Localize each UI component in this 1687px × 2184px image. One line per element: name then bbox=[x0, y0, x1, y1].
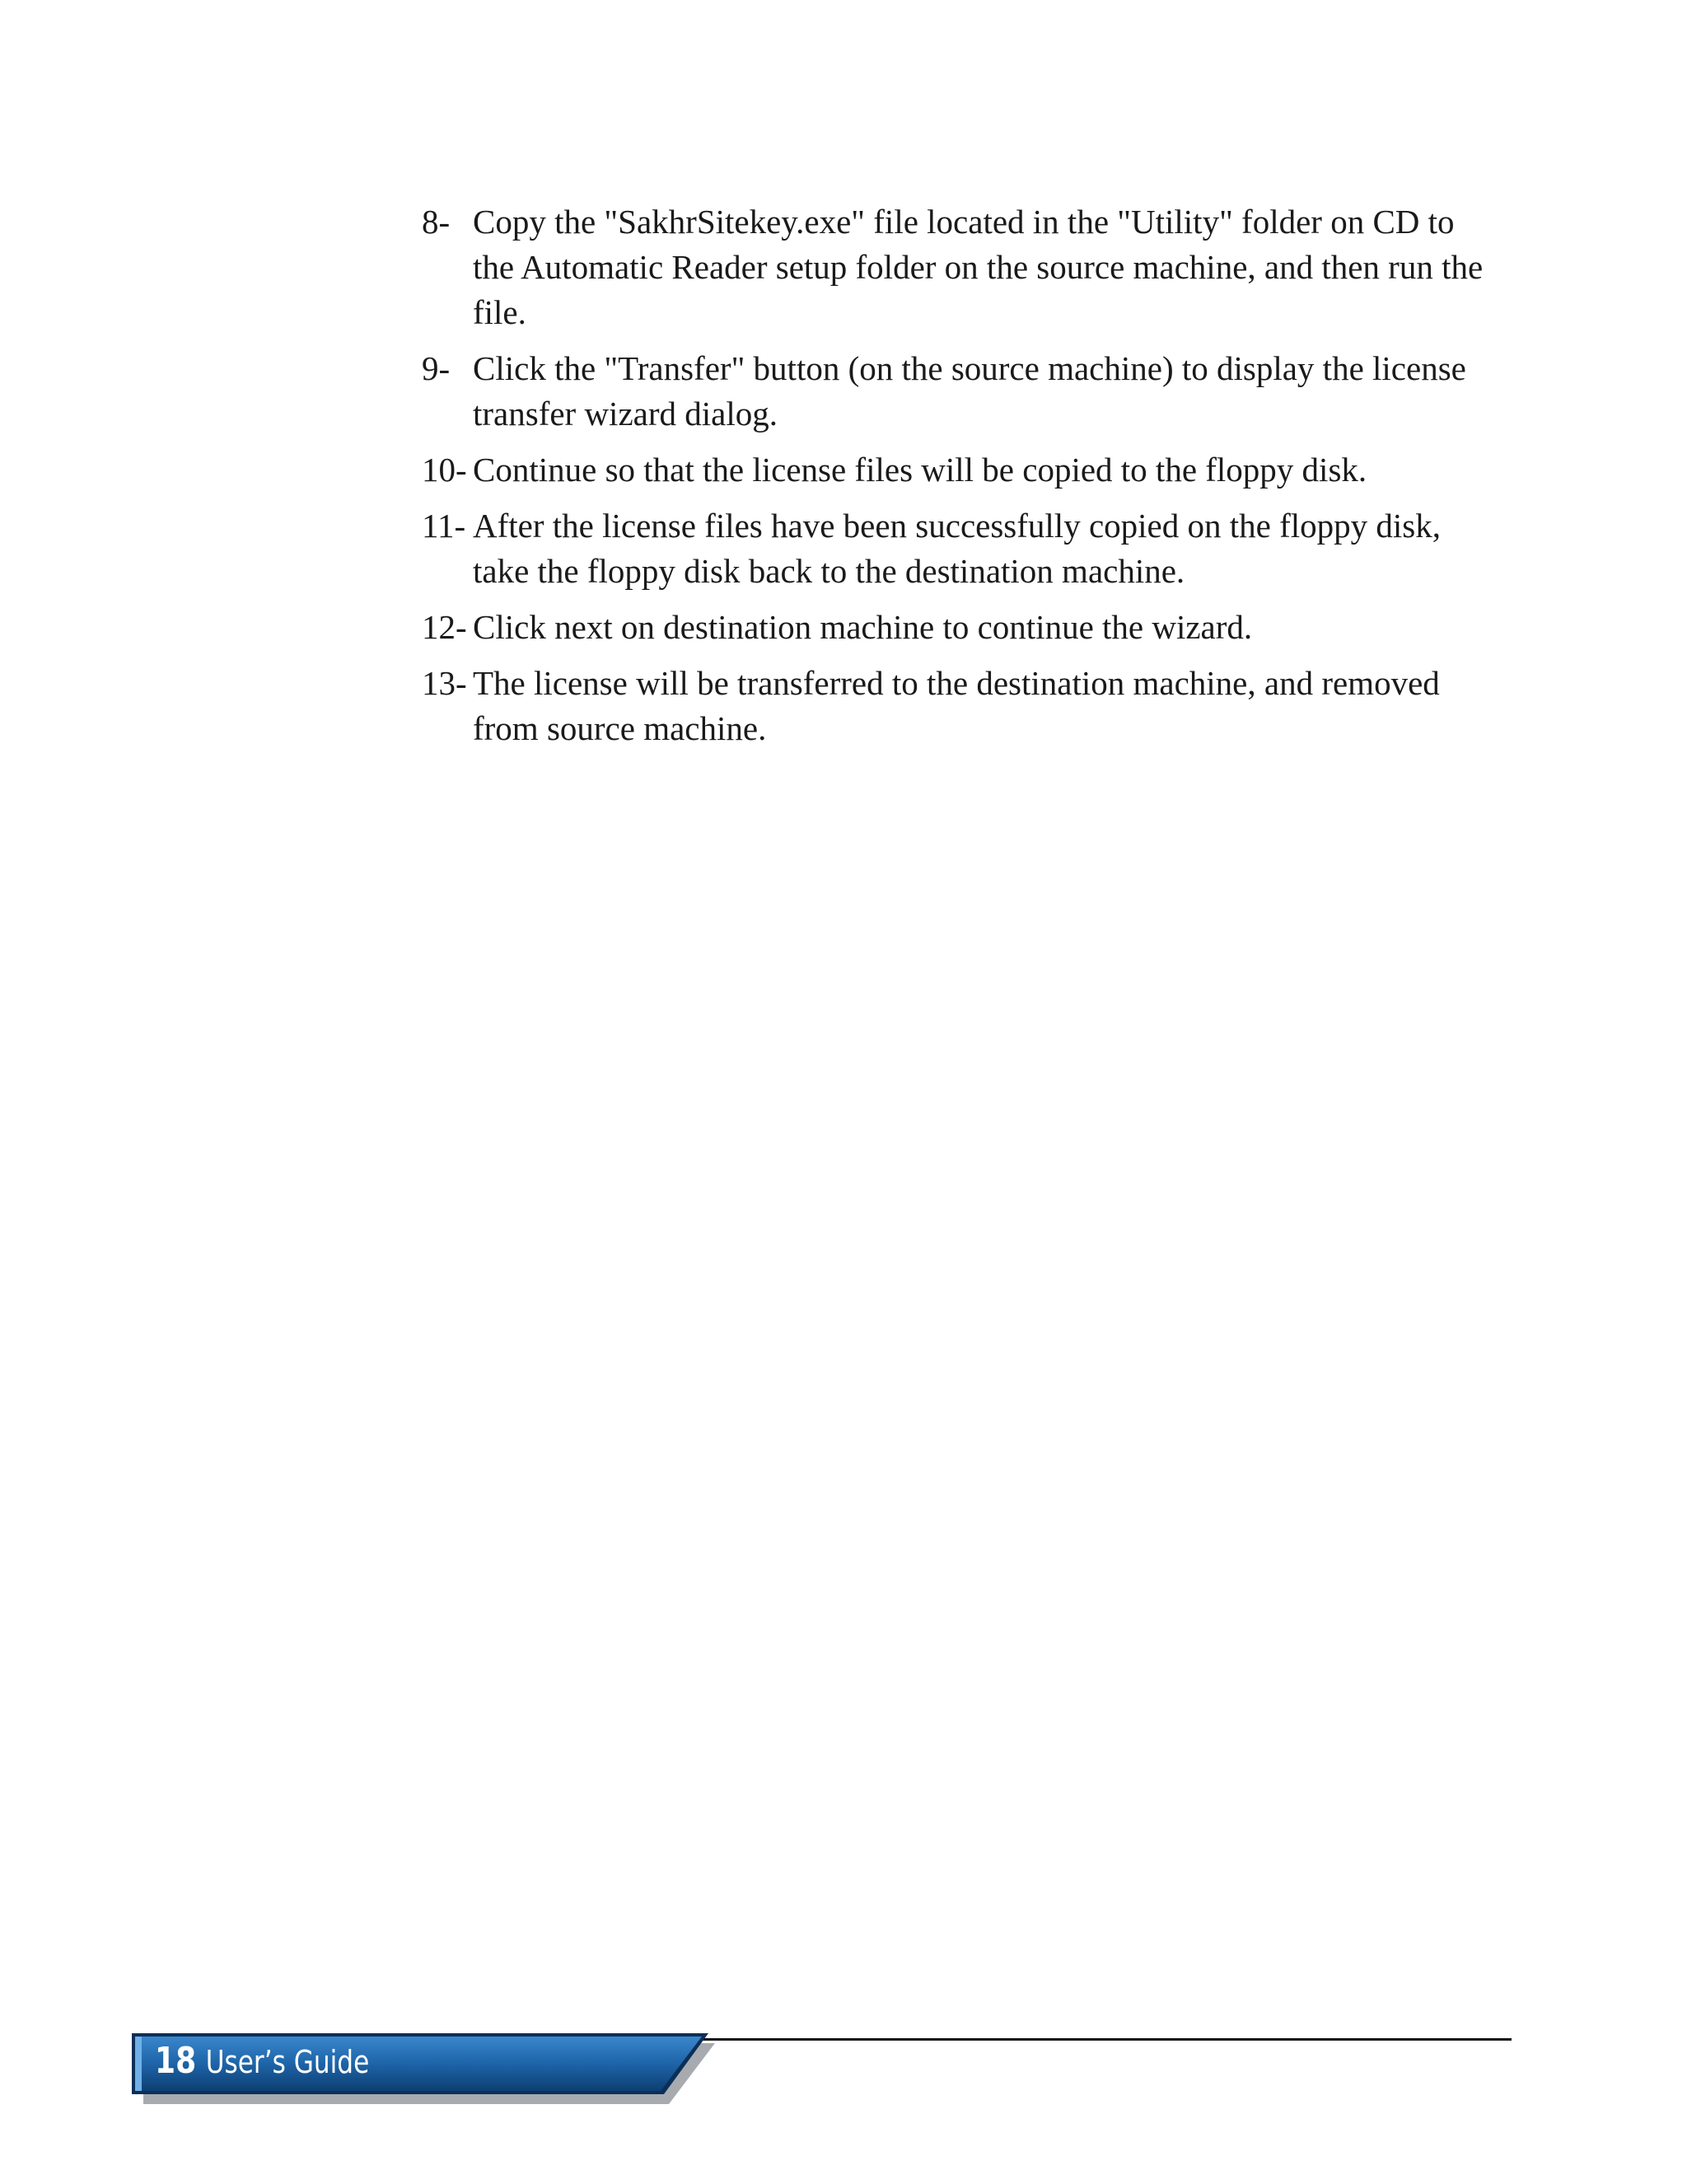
footer-title: User’s Guide bbox=[205, 2044, 370, 2080]
instruction-steps bbox=[422, 199, 1501, 762]
step-item bbox=[422, 661, 1501, 751]
step-number: 9- bbox=[422, 349, 451, 387]
step-item bbox=[422, 199, 1501, 335]
footer-tab bbox=[132, 2032, 725, 2106]
step-number: 11- bbox=[422, 507, 466, 545]
step-item bbox=[422, 447, 1501, 493]
step-item bbox=[422, 503, 1501, 594]
step-number: 13- bbox=[422, 664, 467, 702]
step-number: 12- bbox=[422, 608, 467, 646]
step-text: Click the "Transfer" button (on the source machine) to display the license transfer wizard dialog. bbox=[473, 349, 1466, 433]
step-item bbox=[422, 346, 1501, 437]
step-number: 8- bbox=[422, 203, 451, 241]
footer-label bbox=[155, 2037, 369, 2086]
footer-tab-highlight bbox=[135, 2037, 142, 2091]
step-text: Continue so that the license files will be copied to the floppy disk. bbox=[473, 451, 1367, 489]
step-number: 10- bbox=[422, 451, 467, 489]
step-text: Copy the "SakhrSitekey.exe" file located in the "Utility" folder on CD to the Automatic Reader setup folder on the source machine, and then run the file. bbox=[473, 203, 1484, 331]
step-text: After the license files have been successfully copied on the floppy disk, take the floppy disk back to the destination machine. bbox=[473, 507, 1441, 590]
page-number: 18 bbox=[155, 2040, 197, 2082]
footer-rule bbox=[692, 2038, 1512, 2041]
step-item bbox=[422, 605, 1501, 650]
step-text: The license will be transferred to the destination machine, and removed from source machine. bbox=[473, 664, 1440, 747]
step-text: Click next on destination machine to continue the wizard. bbox=[473, 608, 1253, 646]
